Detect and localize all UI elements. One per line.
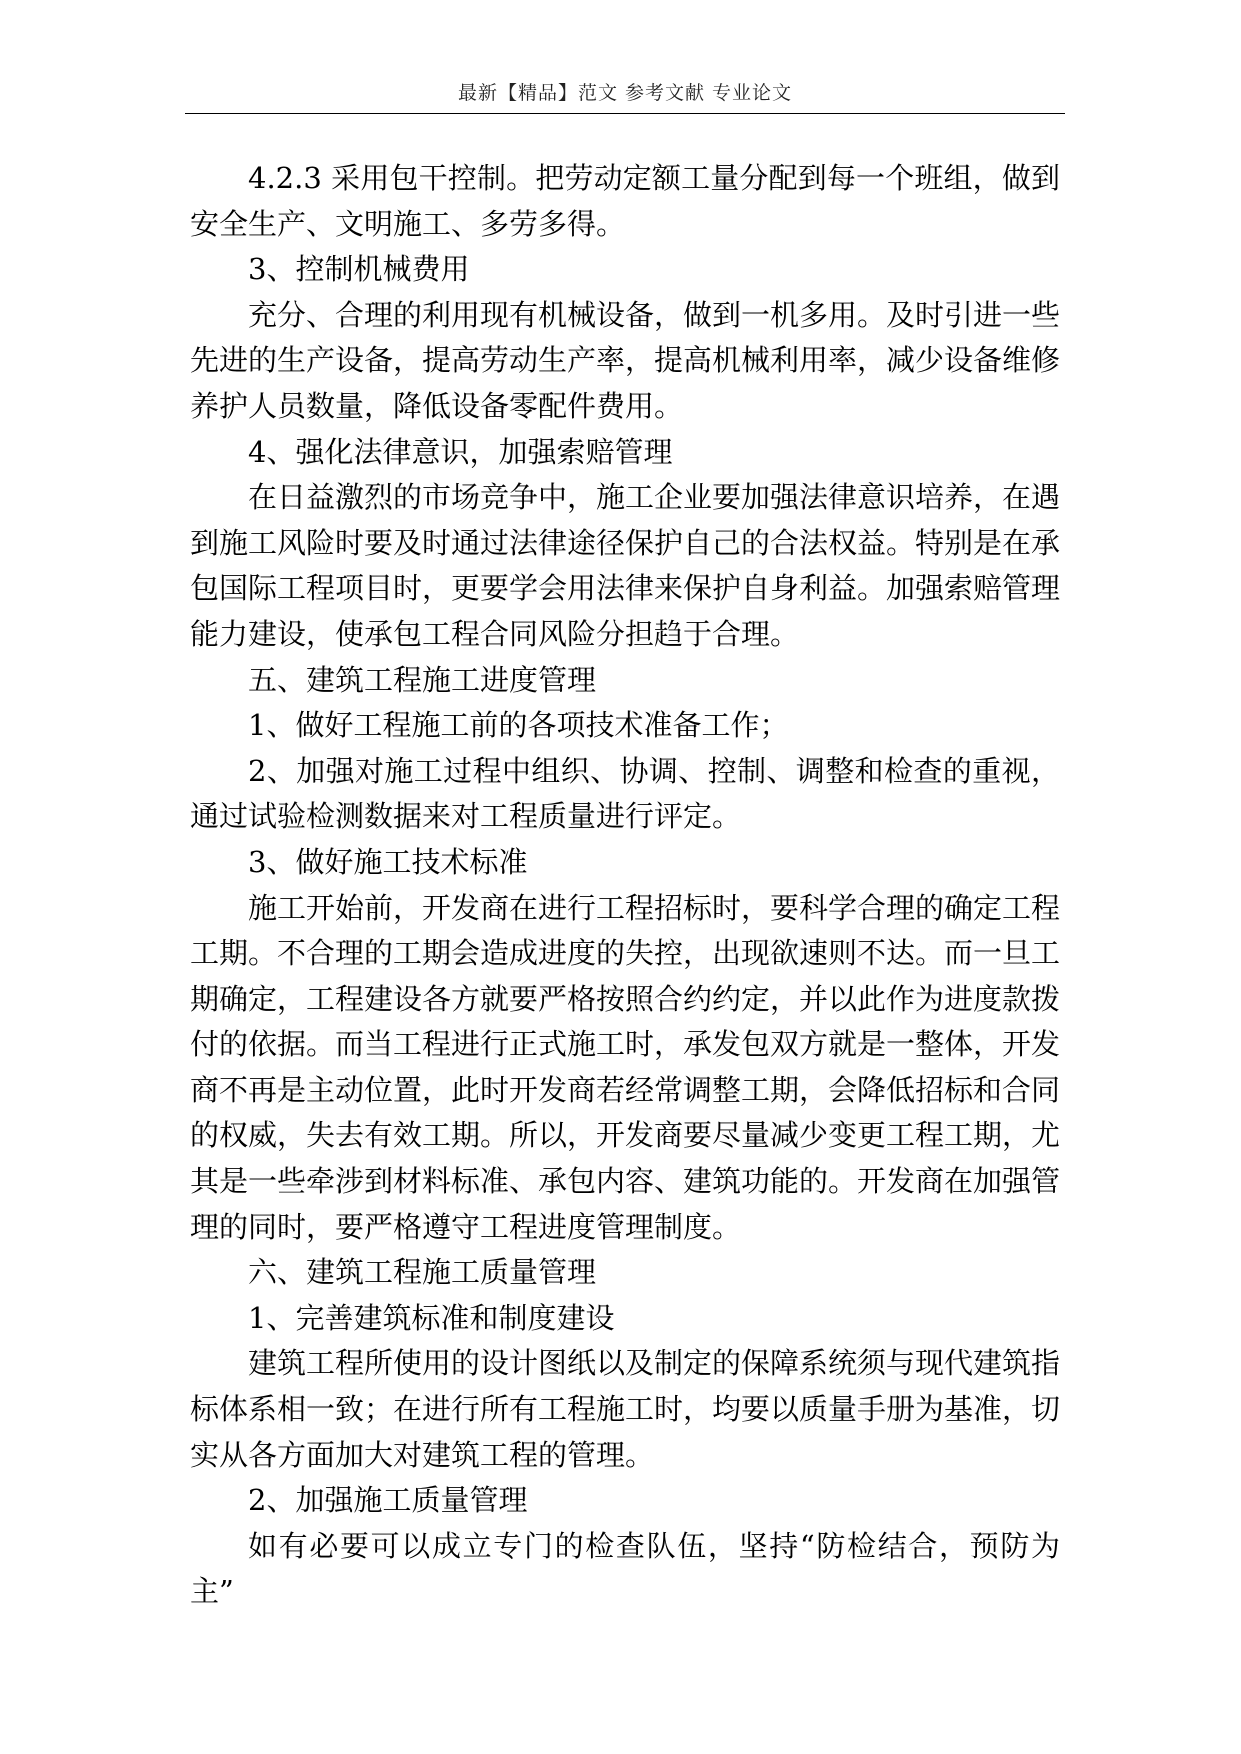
paragraph-process-control: 2、加强对施工过程中组织、协调、控制、调整和检查的重视，通过试验检测数据来对工程质量进行评定。 <box>190 753 1060 834</box>
heading-control-machinery-cost: 3、控制机械费用 <box>248 252 470 287</box>
heading-quality-control: 2、加强施工质量管理 <box>248 1483 528 1518</box>
heading-standards-system: 1、完善建筑标准和制度建设 <box>248 1300 615 1335</box>
paragraph-legal: 在日益激烈的市场竞争中，施工企业要加强法律意识培养，在遇到施工风险时要及时通过法律途径保护自己的合法权益。特别是在承包国际工程项目时，更要学会用法律来保护自身利益。加强索赔管理能力建设，使承包工程合同风险分担趋于合理。 <box>190 480 1061 651</box>
heading-tech-standards: 3、做好施工技术标准 <box>248 844 528 879</box>
heading-schedule-management: 五、建筑工程施工进度管理 <box>248 662 597 697</box>
header-divider <box>185 113 1065 114</box>
paragraph-machinery: 充分、合理的利用现有机械设备，做到一机多用。及时引进一些先进的生产设备，提高劳动生产率，提高机械利用率，减少设备维修养护人员数量，降低设备零配件费用。 <box>190 297 1061 423</box>
paragraph-inspection-team: 如有必要可以成立专门的检查队伍，坚持“防检结合，预防为主” <box>190 1528 1060 1609</box>
heading-legal-awareness: 4、强化法律意识，加强索赔管理 <box>248 434 673 469</box>
paragraph-tech-preparation: 1、做好工程施工前的各项技术准备工作； <box>248 708 789 743</box>
paragraph-standards: 建筑工程所使用的设计图纸以及制定的保障系统须与现代建筑指标体系相一致；在进行所有工程施工时，均要以质量手册为基准，切实从各方面加大对建筑工程的管理。 <box>190 1346 1061 1472</box>
paragraph-schedule: 施工开始前，开发商在进行工程招标时，要科学合理的确定工程工期。不合理的工期会造成进度的失控，出现欲速则不达。而一旦工期确定，工程建设各方就要严格按照合约约定，并以此作为进度款拨付的依据。而当工程进行正式施工时，承发包双方就是一整体，开发商不再是主动位置，此时开发商若经常调整工期，会降低招标和合同的权威，失去有效工期。所以，开发商要尽量减少变更工程工期，尤其是一些牵涉到材料标准、承包内容、建筑功能的。开发商在加强管理的同时，要严格遵守工程进度管理制度。 <box>190 890 1061 1244</box>
page-header: 最新【精品】范文 参考文献 专业论文 <box>457 82 793 104</box>
heading-quality-management: 六、建筑工程施工质量管理 <box>248 1255 597 1290</box>
document-body <box>190 156 1060 1615</box>
paragraph-4-2-3: 4.2.3 采用包干控制。把劳动定额工量分配到每一个班组，做到安全生产、文明施工、多劳多得。 <box>190 161 1060 241</box>
